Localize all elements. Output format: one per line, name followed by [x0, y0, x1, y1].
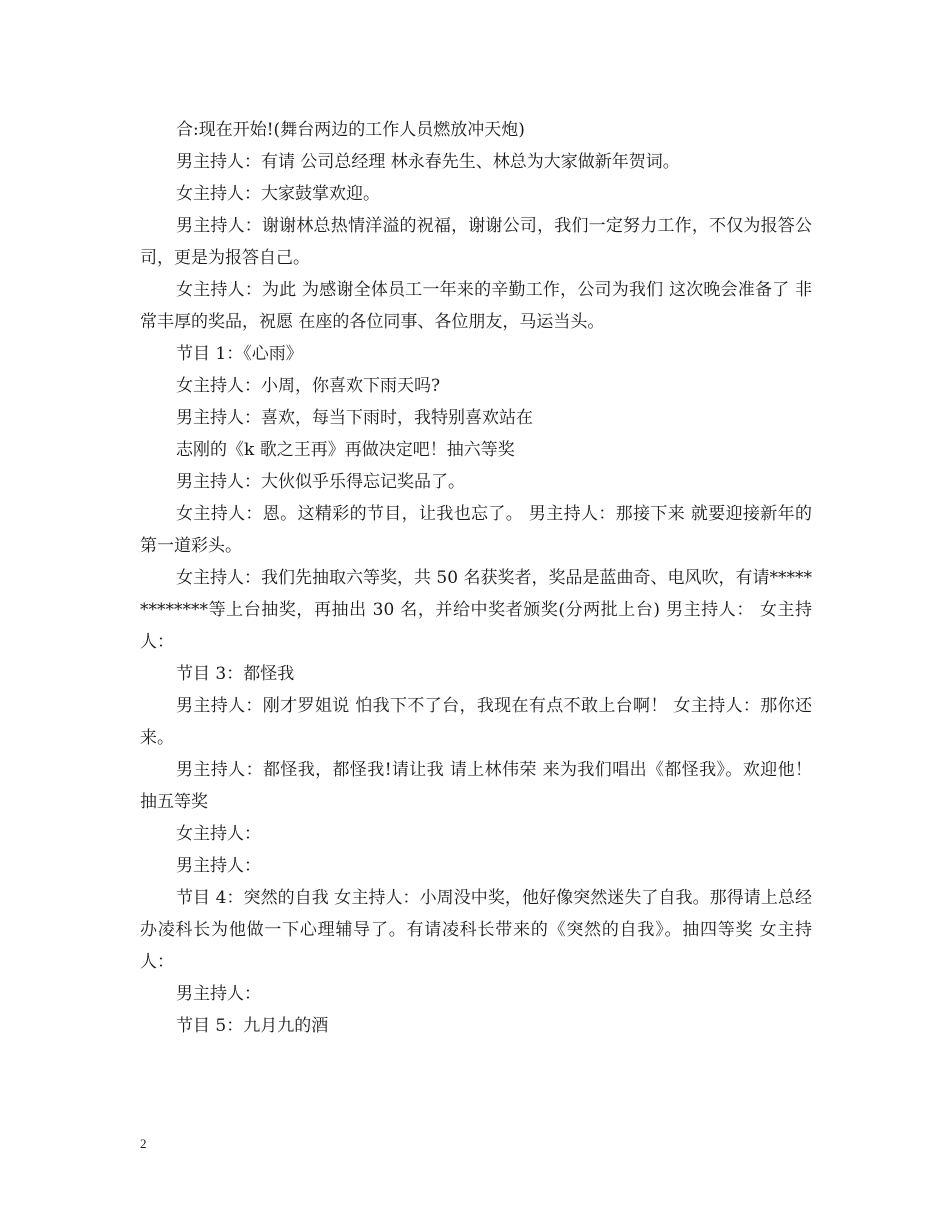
paragraph: 女主持人：小周，你喜欢下雨天吗? [176, 376, 441, 396]
paragraph: 合:现在开始!(舞台两边的工作人员燃放冲天炮) [176, 120, 525, 140]
paragraph: 女主持人：大家鼓掌欢迎。 [176, 184, 380, 204]
paragraph: 男主持人：谢谢林总热情洋溢的祝福，谢谢公司，我们一定努力工作，不仅为报答公司，更是为报答自己。 [140, 216, 812, 268]
paragraph: 男主持人：大伙似乎乐得忘记奖品了。 [176, 472, 465, 492]
paragraph: 男主持人：喜欢，每当下雨时，我特别喜欢站在 [176, 408, 533, 428]
paragraph: 男主持人：都怪我，都怪我!请让我 请上林伟荣 来为我们唱出《都怪我》。欢迎他！抽五等奖 [140, 760, 812, 812]
paragraph: 女主持人：为此 为感谢全体员工一年来的辛勤工作，公司为我们 这次晚会准备了 非常丰厚的奖品，祝愿 在座的各位同事、各位朋友，马运当头。 [140, 280, 812, 332]
paragraph: 男主持人：有请 公司总经理 林永春先生、林总为大家做新年贺词。 [176, 152, 680, 172]
paragraph: 男主持人： [176, 856, 261, 876]
page-number: 2 [140, 1136, 147, 1151]
paragraph: 节目 4：突然的自我 女主持人：小周没中奖，他好像突然迷失了自我。那得请上总经办凌科长为他做一下心理辅导了。有请凌科长带来的《突然的自我》。抽四等奖 女主持人： [140, 888, 812, 972]
document-body [140, 114, 812, 1042]
paragraph: 女主持人：我们先抽取六等奖，共 50 名获奖者，奖品是蓝曲奇、电风吹，有请*************等上台抽奖，再抽出 30 名，并给中奖者颁奖(分两批上台) 男主持人： 女主持人： [140, 568, 812, 652]
paragraph: 女主持人：恩。这精彩的节目，让我也忘了。 男主持人：那接下来 就要迎接新年的第一道彩头。 [140, 504, 812, 556]
paragraph: 男主持人：刚才罗姐说 怕我下不了台，我现在有点不敢上台啊！ 女主持人：那你还来。 [140, 696, 812, 748]
paragraph: 节目 1：《心雨》 [176, 344, 303, 364]
paragraph: 女主持人： [176, 824, 261, 844]
paragraph: 志刚的《k 歌之王再》再做决定吧！抽六等奖 [176, 440, 515, 460]
paragraph: 男主持人： [176, 984, 261, 1004]
paragraph: 节目 3：都怪我 [176, 664, 295, 684]
paragraph: 节目 5：九月九的酒 [176, 1016, 329, 1036]
